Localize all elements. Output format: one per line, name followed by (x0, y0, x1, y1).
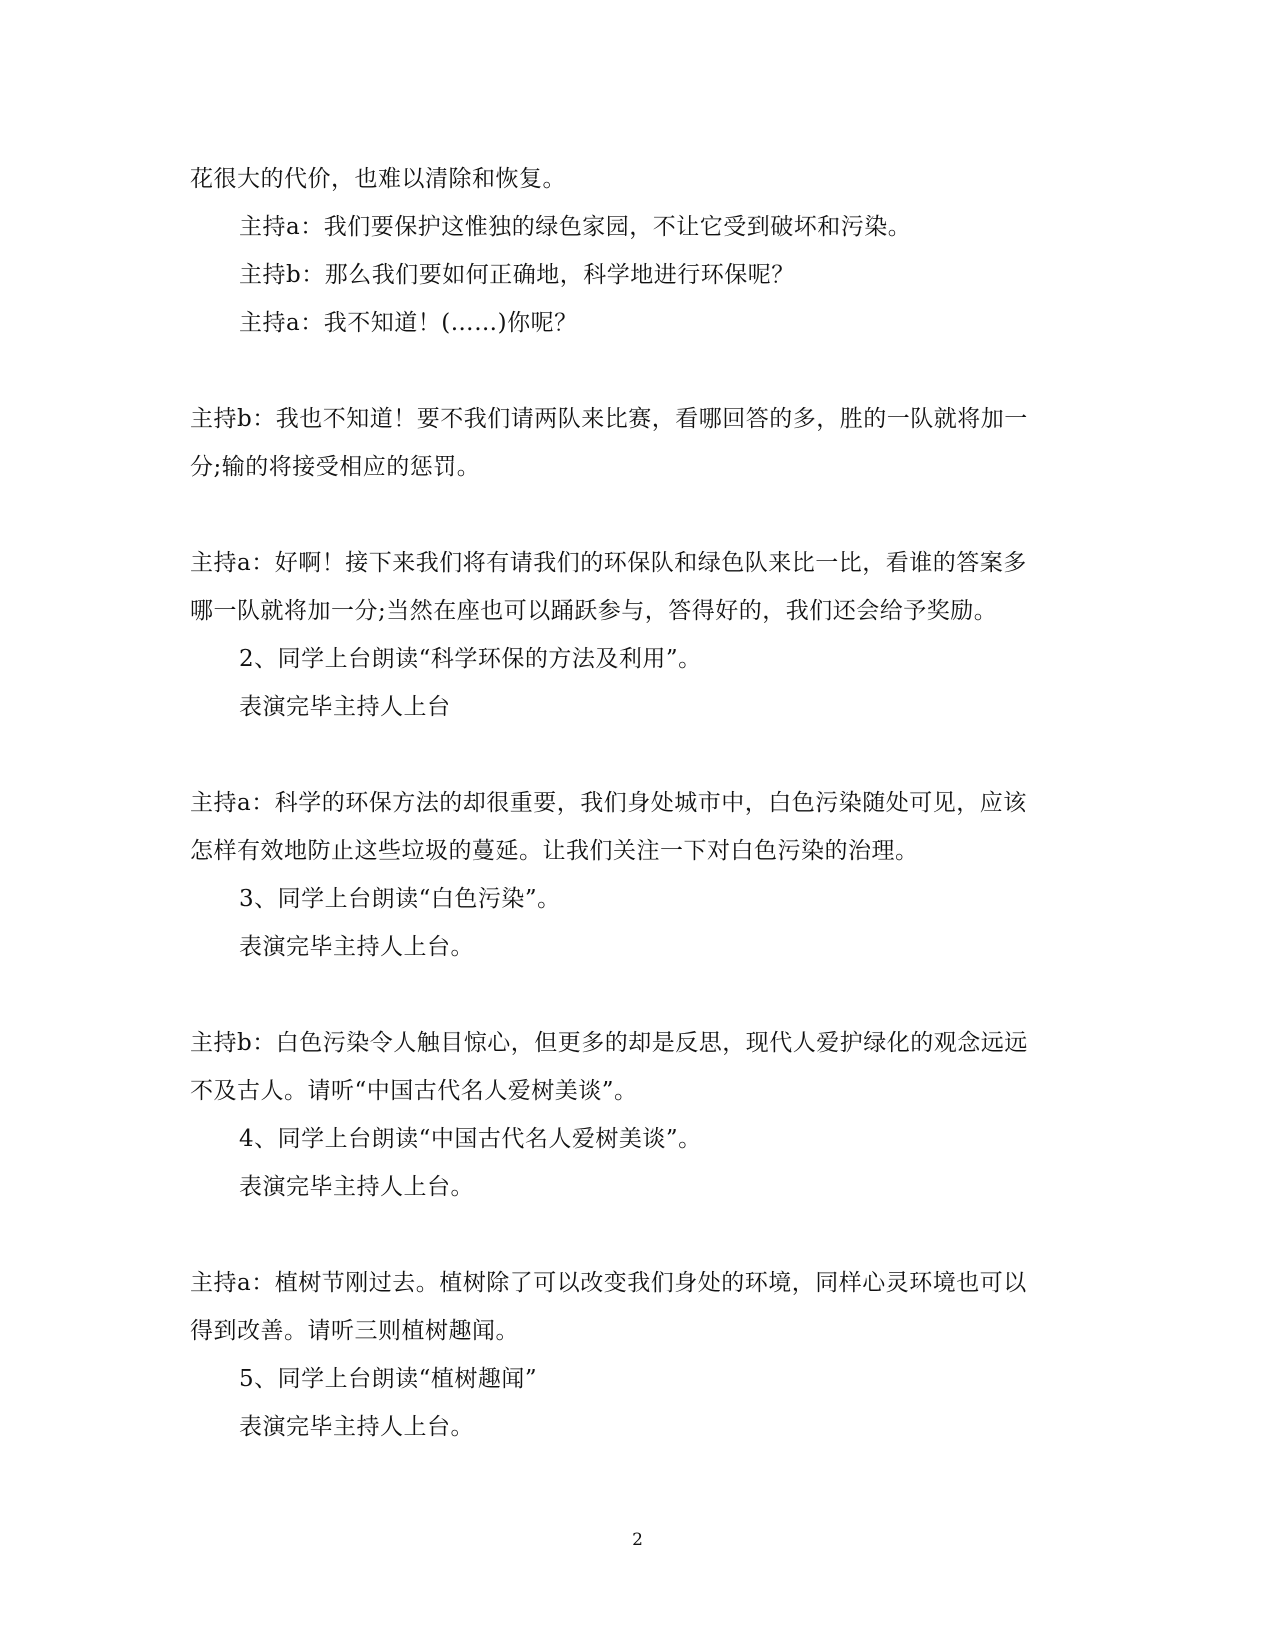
text-line: 哪一队就将加一分;当然在座也可以踊跃参与，答得好的，我们还会给予奖励。 (190, 598, 998, 624)
page-number: 2 (632, 1530, 643, 1550)
text-line: 主持b：白色污染令人触目惊心，但更多的却是反思，现代人爱护绿化的观念远远 (190, 1030, 1028, 1056)
text-line: 5、同学上台朗读“植树趣闻” (239, 1366, 538, 1392)
text-line: 表演完毕主持人上台 (239, 694, 451, 720)
text-line: 表演完毕主持人上台。 (239, 1414, 474, 1440)
text-line: 不及古人。请听“中国古代名人爱树美谈”。 (190, 1078, 638, 1104)
text-line: 主持a：科学的环保方法的却很重要，我们身处城市中，白色污染随处可见，应该 (190, 790, 1027, 816)
text-line: 得到改善。请听三则植树趣闻。 (190, 1318, 519, 1344)
text-line: 主持b：那么我们要如何正确地，科学地进行环保呢？ (239, 262, 795, 288)
text-line: 主持a：我不知道！(……)你呢？ (239, 310, 578, 336)
text-line: 主持a：好啊！接下来我们将有请我们的环保队和绿色队来比一比，看谁的答案多 (190, 550, 1027, 576)
text-line: 主持a：我们要保护这惟独的绿色家园，不让它受到破坏和污染。 (239, 214, 912, 240)
text-line: 怎样有效地防止这些垃圾的蔓延。让我们关注一下对白色污染的治理。 (190, 838, 919, 864)
text-line: 分;输的将接受相应的惩罚。 (190, 454, 481, 480)
text-line: 2、同学上台朗读“科学环保的方法及利用”。 (239, 646, 702, 672)
text-line: 3、同学上台朗读“白色污染”。 (239, 886, 561, 912)
text-line: 花很大的代价，也难以清除和恢复。 (190, 166, 566, 192)
text-line: 表演完毕主持人上台。 (239, 1174, 474, 1200)
text-line: 表演完毕主持人上台。 (239, 934, 474, 960)
text-line: 主持b：我也不知道！要不我们请两队来比赛，看哪回答的多，胜的一队就将加一 (190, 406, 1028, 432)
text-line: 主持a：植树节刚过去。植树除了可以改变我们身处的环境，同样心灵环境也可以 (190, 1270, 1027, 1296)
text-line: 4、同学上台朗读“中国古代名人爱树美谈”。 (239, 1126, 702, 1152)
